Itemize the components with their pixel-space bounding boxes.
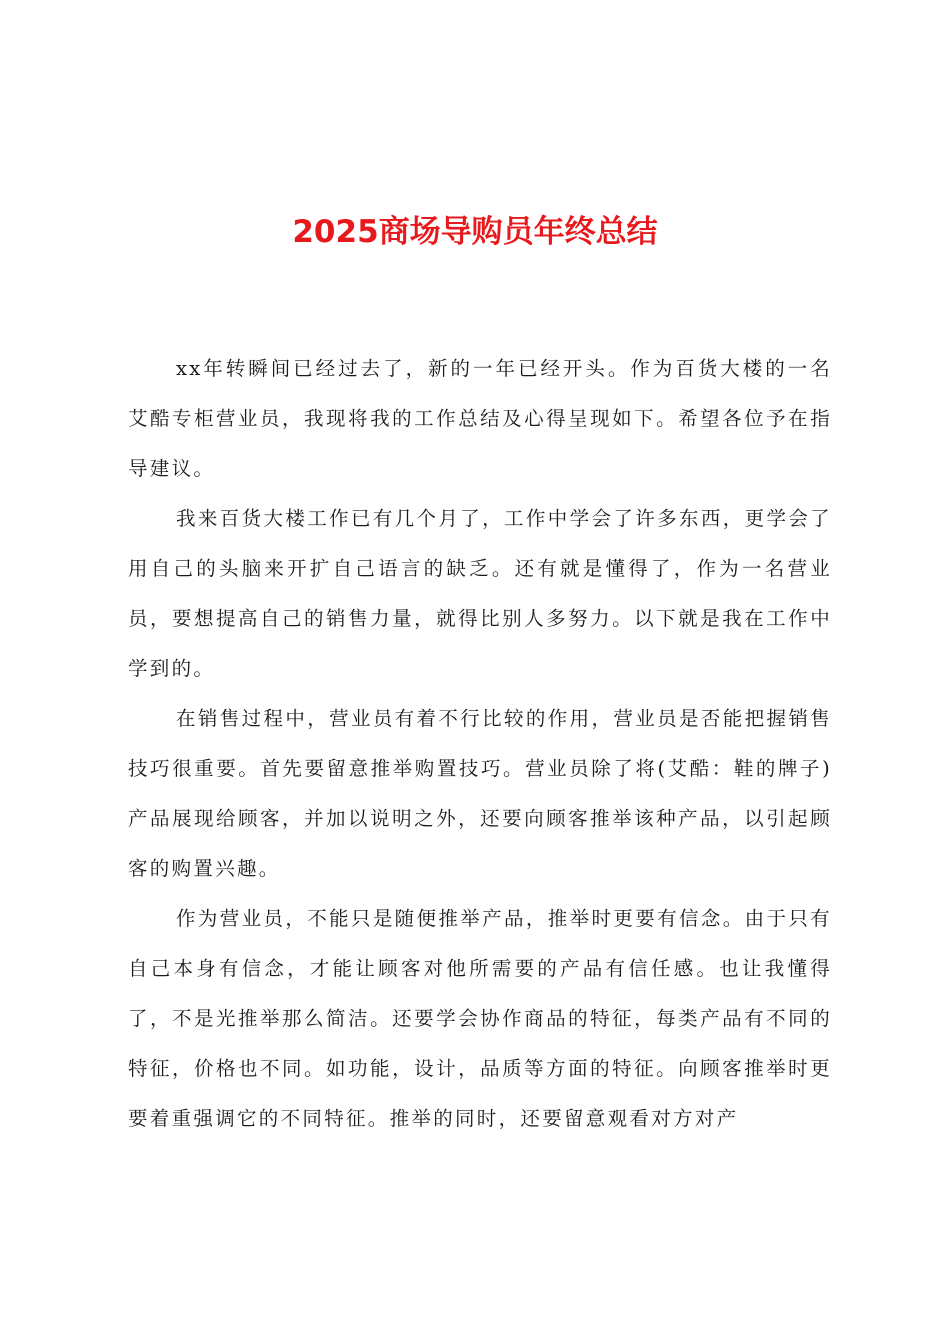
document-title: 2025商场导购员年终总结 <box>292 214 658 250</box>
document-body <box>128 344 832 1144</box>
paragraph-4: 作为营业员，不能只是随便推举产品，推举时更要有信念。由于只有自己本身有信念，才能让顾客对他所需要的产品有信任感。也让我懂得了，不是光推举那么简洁。还要学会协作商品的特征，每类产品有不同的特征，价格也不同。如功能，设计，品质等方面的特征。向顾客推举时更要着重强调它的不同特征。推举的同时，还要留意观看对方对产 <box>128 907 832 1130</box>
paragraph-3: 在销售过程中，营业员有着不行比较的作用，营业员是否能把握销售技巧很重要。首先要留意推举购置技巧。营业员除了将(艾酷：鞋的牌子)产品展现给顾客，并加以说明之外，还要向顾客推举该种产品，以引起顾客的购置兴趣。 <box>128 707 832 880</box>
paragraph-2: 我来百货大楼工作已有几个月了，工作中学会了许多东西，更学会了用自己的头脑来开扩自己语言的缺乏。还有就是懂得了，作为一名营业员，要想提高自己的销售力量，就得比别人多努力。以下就是我在工作中学到的。 <box>128 507 832 680</box>
paragraph-1: xx年转瞬间已经过去了，新的一年已经开头。作为百货大楼的一名艾酷专柜营业员，我现将我的工作总结及心得呈现如下。希望各位予在指导建议。 <box>128 357 832 480</box>
